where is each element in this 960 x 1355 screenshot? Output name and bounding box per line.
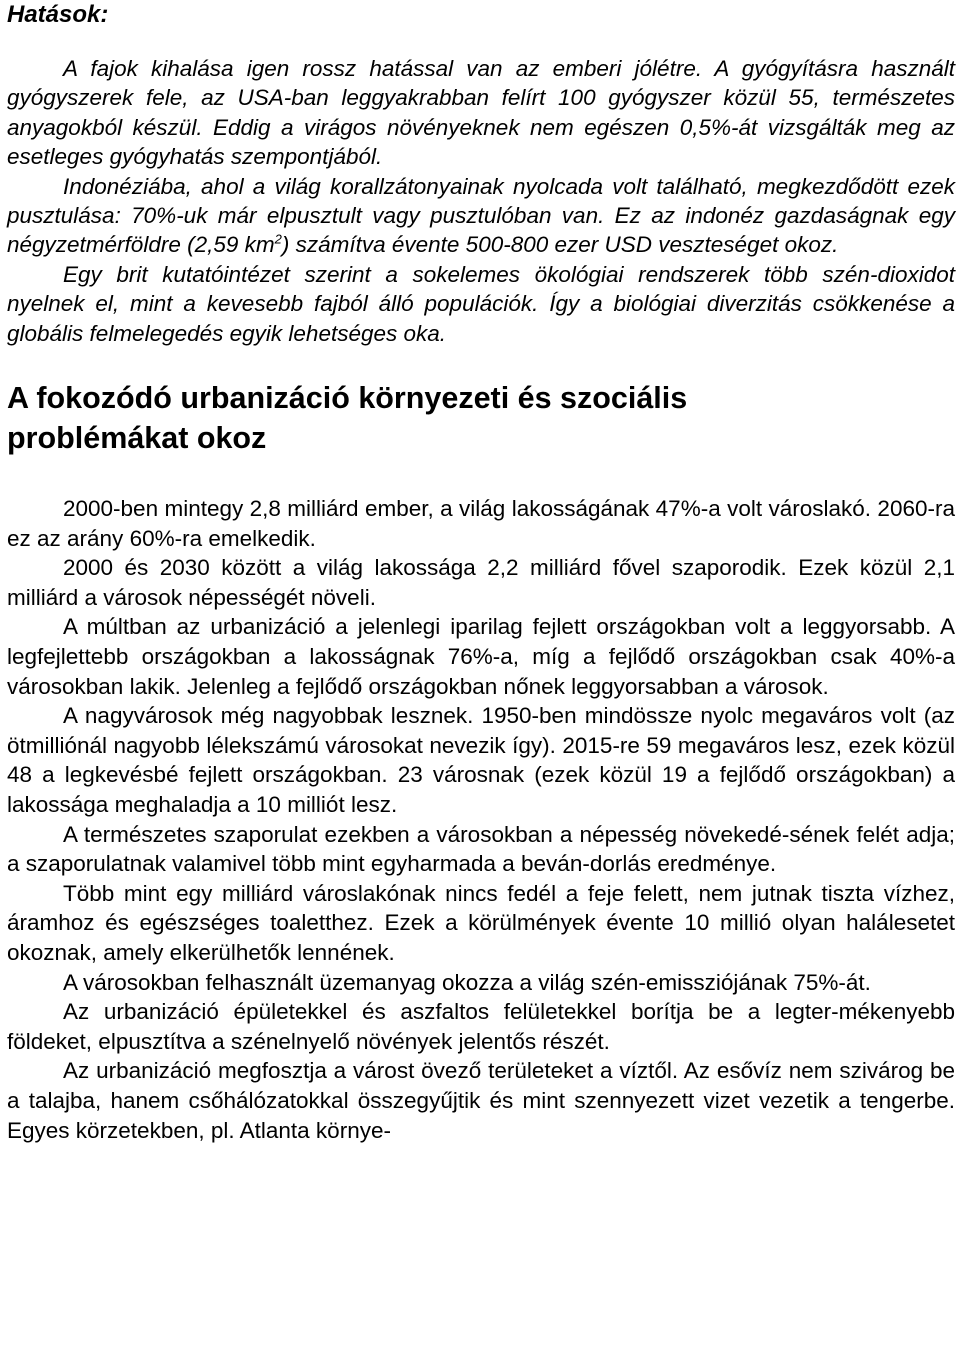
- coral-text-tail: ) számítva évente 500-800 ezer USD veszteséget okoz.: [281, 232, 839, 258]
- paragraph-coral-reefs: [7, 172, 955, 260]
- paragraph-extinction: A fajok kihalása igen rossz hatással van az emberi jólétre. A gyógyításra használt gyógyszerek fele, az USA-ban leggyakrabban felírt 100 gyógyszer közül 55, természetes anyagokból készül. Eddig a virágos növényeknek nem egészen 0,5%-át vizsgálták meg az esetleges gyógyhatás szempontjából.: [7, 56, 955, 170]
- section-title-line-2: problémákat okoz: [7, 421, 267, 456]
- paragraph-fuel-emission: A városokban felhasznált üzemanyag okozza a világ szén-emissziójának 75%-át.: [63, 969, 871, 995]
- paragraph-water: Az urbanizáció megfosztja a várost övező területeket a víztől. Az esővíz nem szivárog be a talajba, hanem csőhálózatokkal összegyűjtik és mint szennyezett vizet vezetik a tengerbe. Egyes körzetekben, pl. Atlanta környe-: [7, 1058, 955, 1143]
- paragraph-megacities: A nagyvárosok még nagyobbak lesznek. 1950-ben mindössze nyolc megaváros volt (az ötmilliónál nagyobb lélekszámú városokat nevezik így). 2015-re 59 megaváros lesz, ezek közül 48 a legkevésbé fejlett országokban. 23 városnak (ezek közül 19 a fejlődő országokban) a lakossága meghaladja a 10 milliót lesz.: [7, 703, 955, 817]
- paragraph-natural-growth: A természetes szaporulat ezekben a városokban a népesség növekedé-sének felét adja; a szaporulatnak valamivel több mint egyharmada a beván-dorlás eredménye.: [7, 821, 955, 877]
- section-title-line-1: A fokozódó urbanizáció környezeti és szociális: [7, 381, 688, 416]
- km-superscript: 2: [274, 231, 282, 247]
- document-page: [7, 0, 955, 1145]
- paragraph-population-growth: 2000 és 2030 között a világ lakossága 2,2 milliárd fővel szaporodik. Ezek közül 2,1 milliárd a városok népességét növeli.: [7, 555, 955, 610]
- paragraph-city-dwellers: 2000-ben mintegy 2,8 milliárd ember, a világ lakosságának 47%-a volt városlakó. 2060-ra ez az arány 60%-ra emelkedik.: [7, 496, 955, 551]
- paragraph-homeless: Több mint egy milliárd városlakónak nincs fedél a feje felett, nem jutnak tiszta vízhez, áramhoz és egészséges toaletthez. Ezek a körülmények évente 10 millió olyan halálesetet okoznak, amely elkerülhetők lennének.: [7, 880, 955, 965]
- effects-heading: Hatások:: [7, 1, 109, 28]
- paragraph-fertile-land: Az urbanizáció épületekkel és aszfaltos felületekkel borítja be a legter-mékenyebb földeket, elpusztítva a szénelnyelő növények jelentős részét.: [7, 999, 955, 1054]
- paragraph-biodiversity: Egy brit kutatóintézet szerint a sokelemes ökológiai rendszerek több szén-dioxidot nyelnek el, mint a kevesebb fajból álló populációk. Így a biológiai diverzitás csökkenése a globális felmelegedés egyik lehetséges oka.: [7, 261, 955, 346]
- coral-text: Indonéziába, ahol a világ korallzátonyainak nyolcada volt található, megkezdődött ezek pusztulása: 70%-uk már elpusztult vagy pusztulóban van. Ez az indonéz gazdaságnak egy négyzetmérföldre (2,59 km: [7, 173, 955, 258]
- urbanization-text-block: [7, 494, 955, 1145]
- section-title: [7, 378, 955, 458]
- paragraph-past-urbanization: A múltban az urbanizáció a jelenlegi iparilag fejlett országokban volt a leggyorsabb. A legfejlettebb országokban a lakosságnak 76%-a, míg a fejlődő országokban csak 40%-a városokban lakik. Jelenleg a fejlődő országokban nőnek leggyorsabban a városok.: [7, 614, 955, 699]
- effects-text-block: [7, 54, 955, 348]
